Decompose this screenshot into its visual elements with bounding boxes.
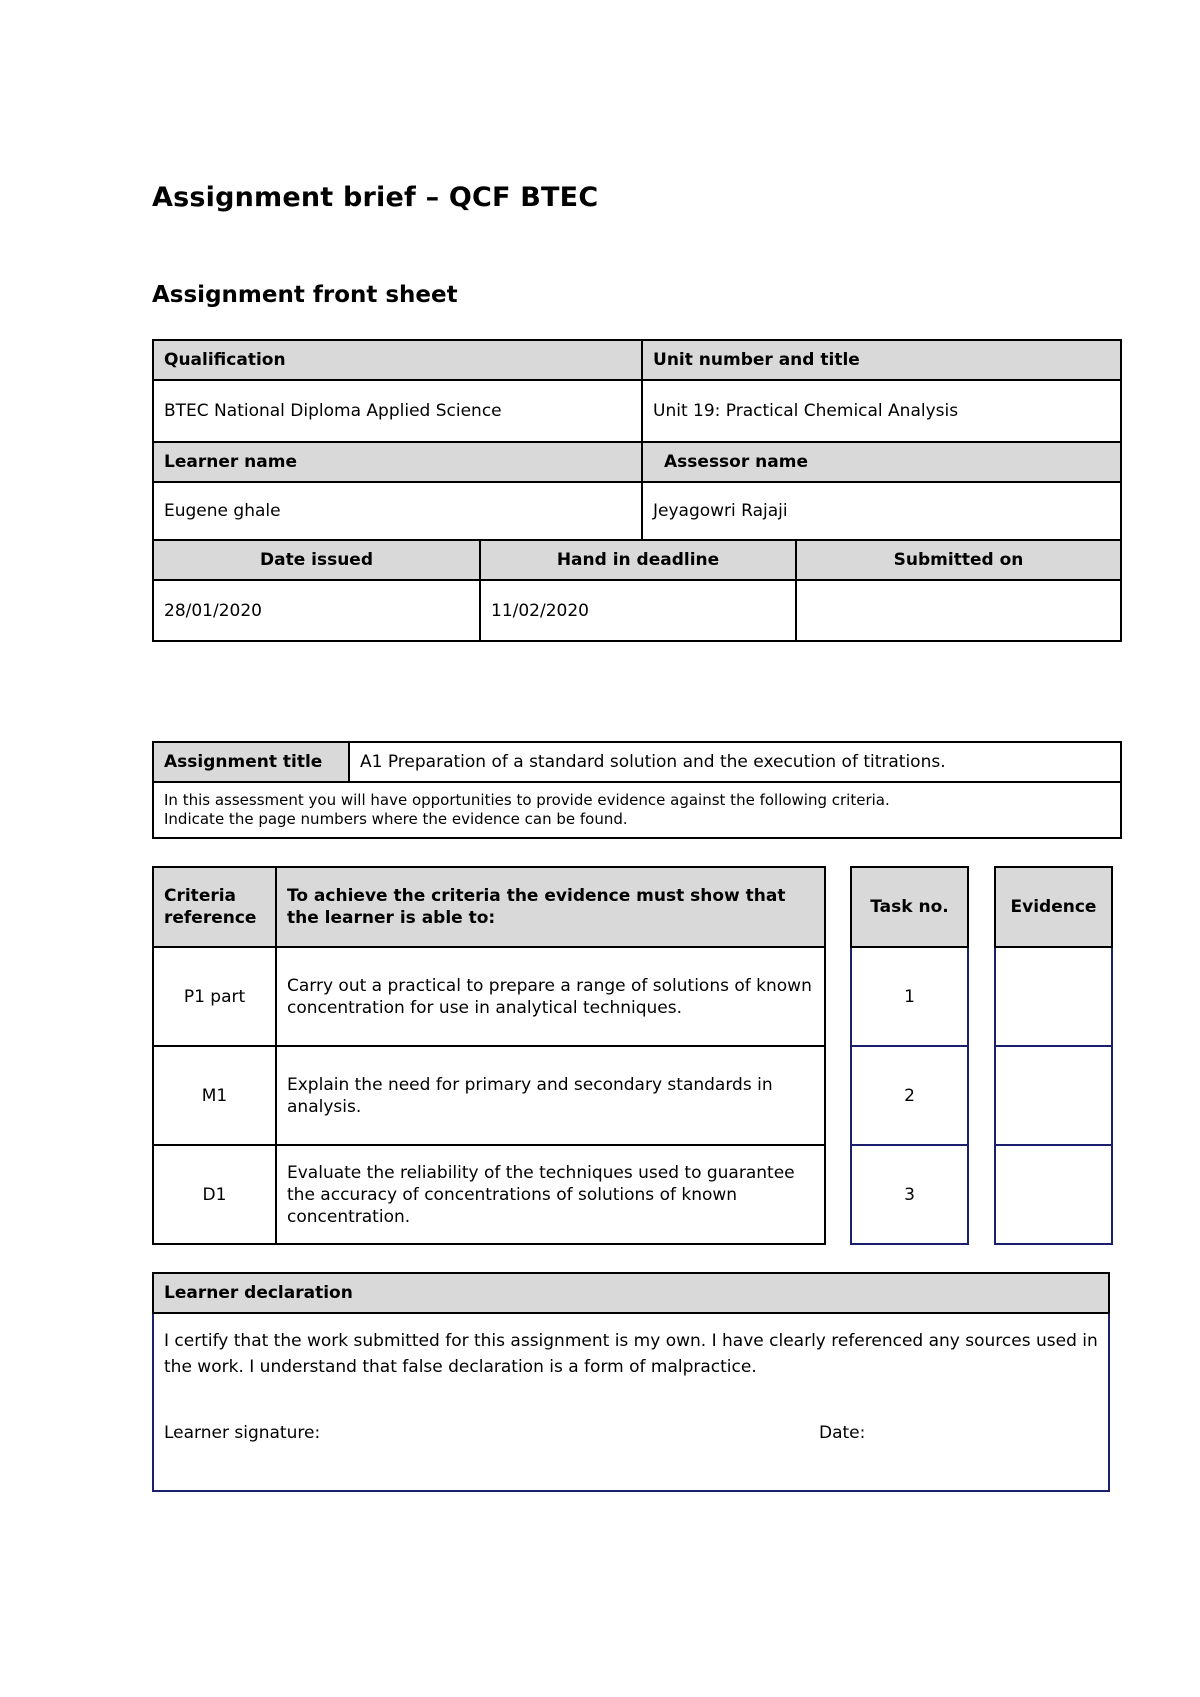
assignment-title-value: A1 Preparation of a standard solution and the execution of titrations. (349, 742, 1121, 782)
learner-name-label: Learner name (153, 442, 642, 482)
submitted-on-label: Submitted on (796, 540, 1121, 580)
evidence-cell[interactable] (995, 1145, 1112, 1244)
assessor-name-label: Assessor name (642, 442, 1121, 482)
task-number-cell: 1 (851, 947, 968, 1046)
criteria-ref: D1 (153, 1145, 276, 1244)
evidence-header: Evidence (995, 867, 1112, 947)
criteria-desc: Evaluate the reliability of the techniques used to guarantee the accuracy of concentrations of solutions of known concentration. (276, 1145, 825, 1244)
submitted-on-value[interactable] (796, 580, 1121, 641)
criteria-desc: Carry out a practical to prepare a range of solutions of known concentration for use in analytical techniques. (276, 947, 825, 1046)
evidence-table (994, 866, 1113, 1245)
task-number-header: Task no. (851, 867, 968, 947)
unit-label: Unit number and title (642, 340, 1121, 380)
assessor-name-value: Jeyagowri Rajaji (642, 482, 1121, 540)
declaration-body (153, 1313, 1109, 1491)
declaration-header: Learner declaration (153, 1273, 1109, 1313)
task-number-cell: 3 (851, 1145, 968, 1244)
task-number-cell: 2 (851, 1046, 968, 1145)
assignment-title-table (152, 741, 1122, 839)
criteria-desc-header: To achieve the criteria the evidence must show that the learner is able to: (276, 867, 825, 947)
criteria-ref: P1 part (153, 947, 276, 1046)
assignment-instructions (153, 782, 1121, 838)
section-title-front-sheet: Assignment front sheet (152, 282, 458, 308)
criteria-desc: Explain the need for primary and secondary standards in analysis. (276, 1046, 825, 1145)
instructions-line-1: In this assessment you will have opportunities to provide evidence against the following criteria. (164, 791, 890, 809)
signature-label: Learner signature: (164, 1423, 321, 1443)
criteria-ref-header: Criteria reference (153, 867, 276, 947)
criteria-ref: M1 (153, 1046, 276, 1145)
front-sheet-table (152, 339, 1122, 642)
page-title: Assignment brief – QCF BTEC (152, 182, 599, 213)
date-issued-label: Date issued (153, 540, 480, 580)
learner-declaration-table (152, 1272, 1110, 1492)
declaration-text: I certify that the work submitted for this assignment is my own. I have clearly referenced any sources used in the work. I understand that false declaration is a form of malpractice. (164, 1331, 1098, 1377)
qualification-label: Qualification (153, 340, 642, 380)
task-number-table (850, 866, 969, 1245)
deadline-label: Hand in deadline (480, 540, 796, 580)
signature-line (164, 1420, 1098, 1446)
unit-value: Unit 19: Practical Chemical Analysis (642, 380, 1121, 442)
assignment-title-label: Assignment title (153, 742, 349, 782)
instructions-line-2: Indicate the page numbers where the evidence can be found. (164, 810, 628, 828)
qualification-value: BTEC National Diploma Applied Science (153, 380, 642, 442)
evidence-cell[interactable] (995, 1046, 1112, 1145)
deadline-value: 11/02/2020 (480, 580, 796, 641)
learner-name-value: Eugene ghale (153, 482, 642, 540)
date-label: Date: (819, 1423, 866, 1443)
date-issued-value: 28/01/2020 (153, 580, 480, 641)
evidence-cell[interactable] (995, 947, 1112, 1046)
criteria-table (152, 866, 826, 1245)
